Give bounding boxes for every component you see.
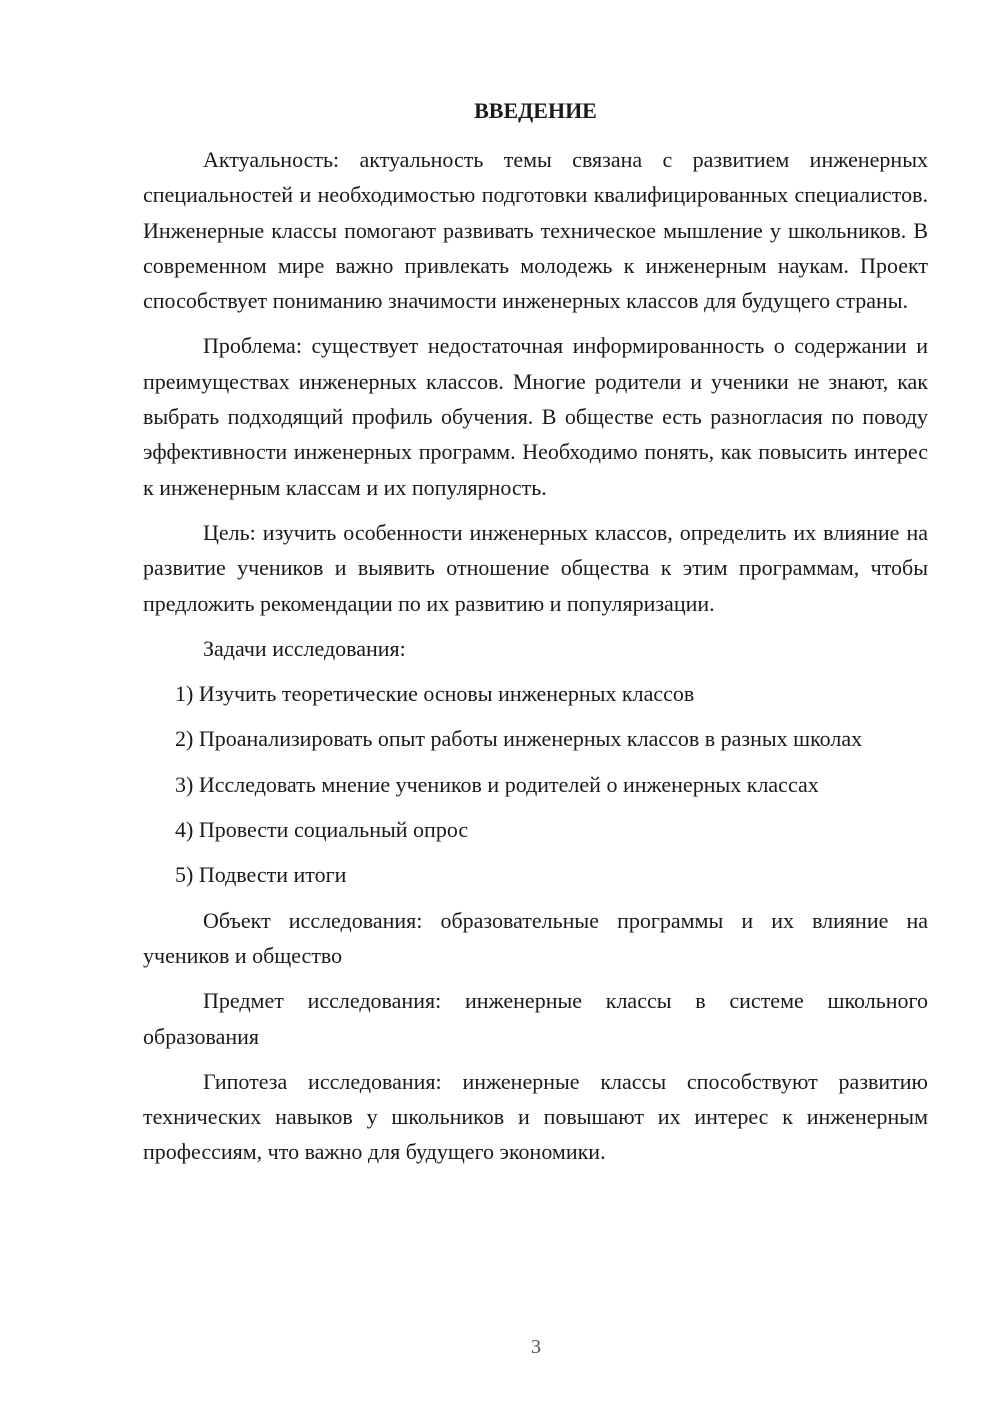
task-item-4: 4) Провести социальный опрос	[175, 817, 469, 843]
section-title: ВВЕДЕНИЕ	[474, 98, 597, 123]
paragraph-problem: Проблема: существует недостаточная информированность о содержании и преимуществах инженерных классов. Многие родители и ученики не знают, как выбрать подходящий профиль обучения. В обществе есть разногласия по поводу эффективности инженерных программ. Необходимо понять, как повысить интерес к инженерным классам и их популярность.	[143, 333, 928, 500]
paragraph-goal: Цель: изучить особенности инженерных классов, определить их влияние на развитие учеников и выявить отношение общества к этим программам, чтобы предложить рекомендации по их развитию и популяризации.	[143, 519, 928, 616]
task-item-3: 3) Исследовать мнение учеников и родителей о инженерных классах	[175, 771, 819, 797]
paragraph-hypothesis: Гипотеза исследования: инженерные классы способствуют развитию технических навыков у школьников и повышают их интерес к инженерным профессиям, что важно для будущего экономики.	[143, 1068, 928, 1165]
body-text	[143, 142, 928, 1180]
paragraph-object: Объект исследования: образовательные программы и их влияние на учеников и общество	[143, 907, 928, 968]
paragraph-relevance: Актуальность: актуальность темы связана с развитием инженерных специальностей и необходимостью подготовки квалифицированных специалистов. Инженерные классы помогают развивать техническое мышление у школьников. В современном мире важно привлекать молодежь к инженерным наукам. Проект способствует пониманию значимости инженерных классов для будущего страны.	[143, 147, 928, 314]
paragraph-subject: Предмет исследования: инженерные классы в системе школьного образования	[143, 988, 928, 1049]
paragraph-tasks-heading: Задачи исследования:	[203, 635, 406, 661]
task-item-5: 5) Подвести итоги	[175, 862, 347, 888]
task-item-2: 2) Проанализировать опыт работы инженерных классов в разных школах	[175, 726, 863, 752]
task-item-1: 1) Изучить теоретические основы инженерных классов	[175, 681, 695, 707]
page-number: 3	[531, 1336, 541, 1358]
